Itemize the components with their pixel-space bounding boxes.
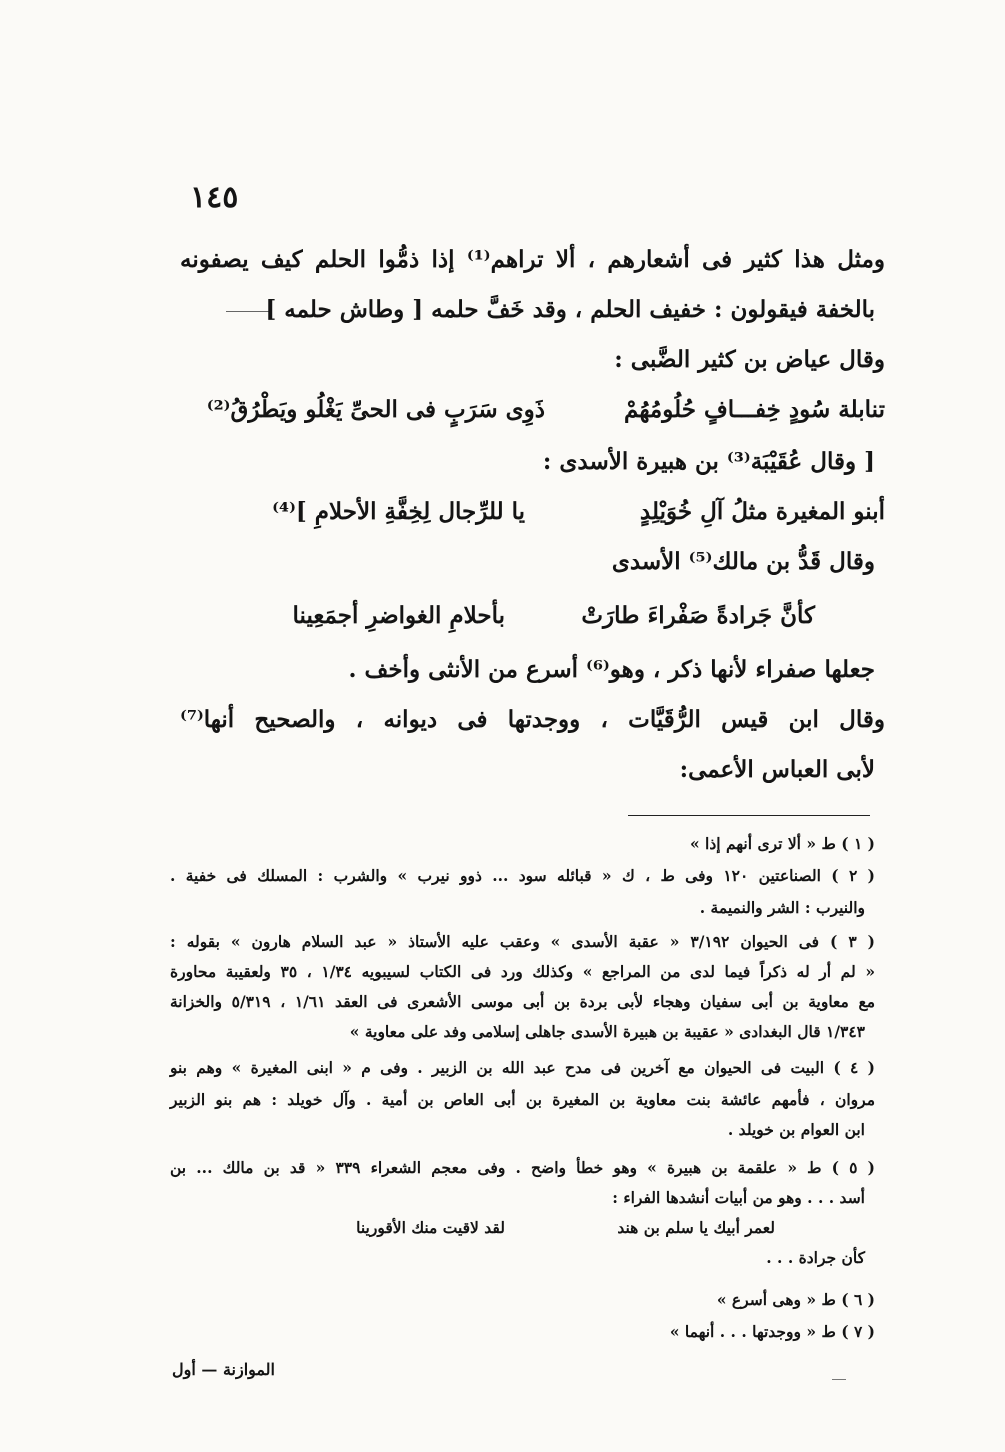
verse-hemistich-right: أبنو المغيرة مثلُ آلِ خُوَيْلِدٍ [639, 498, 885, 525]
footnote-verse-right: لعمر أبيك يا سلم بن هند [617, 1218, 775, 1237]
body-line: ومثل هذا كثير فى أشعارهم ، ألا تراهم⁽¹⁾ إذا ذمُّوا الحلم كيف يصفونه [180, 246, 885, 273]
body-line: وقال قَدُّ بن مالك⁽⁵⁾ الأسدى [611, 548, 875, 575]
footnote-separator [628, 815, 870, 816]
footnote: ( ٣ ) فى الحيوان ٣/١٩٢ « عقبة الأسدى » وعقب عليه الأستاذ « عبد السلام هارون » بقوله : [170, 932, 876, 951]
page-number: ١٤٥ [190, 180, 239, 215]
footnote: مع معاوية بن أبى سفيان وهجاء لأبى بردة بن أبى موسى الأشعرى فى العقد ١/٦١ ، ٥/٣١٩ والخزانة [170, 992, 876, 1011]
footnote: ( ٧ ) ط « ووجدتها . . . أنهما » [669, 1322, 875, 1341]
footnote: « لم أر له ذكراً فيما لدى من المراجع » وكذلك ورد فى الكتاب لسيبويه ١/٣٤ ، ٣٥ ولعقيبة محاورة [170, 962, 876, 981]
footnote: ( ٤ ) البيت فى الحيوان مع آخرين فى مدح عبد الله بن الزبير . وفى م « ابنى المغيرة » وهم بنو [170, 1058, 875, 1077]
footnote: ( ١ ) ط « ألا ترى أنهم إذا » [689, 834, 875, 853]
footnote: ( ٥ ) ط « علقمة بن هبيرة » وهو خطأ واضح . وفى معجم الشعراء ٣٣٩ « قد بن مالك ... بن [170, 1158, 875, 1177]
footnote: مروان ، فأمهم عائشة بنت معاوية بن المغيرة بن أبى العاص بن أمية . وآل خويلد : هم بنو الزبير [170, 1090, 875, 1109]
footer-mark [832, 1379, 846, 1380]
body-line: بالخفة فيقولون : خفيف الحلم ، وقد خَفَّ حلمه [ وطاش حلمه ] [265, 296, 875, 323]
verse-hemistich-left: ذَوِى سَرَبٍ فى الحىِّ يَغْلُو ويَطْرُقُ⁽²⁾ [206, 396, 545, 423]
dash-mark [226, 311, 270, 312]
verse-hemistich-left: يا للرِّجال لِخِفَّةِ الأحلامِ ]⁽⁴⁾ [272, 498, 525, 525]
footnote: ( ٢ ) الصناعتين ١٢٠ وفى ط ، ك « قبائله سود ... ذوو نيرب » والشرب : المسلك فى خفية . [170, 866, 875, 885]
footnote: ( ٦ ) ط « وهى أسرع » [716, 1290, 875, 1309]
verse-hemistich-left: بأحلامِ الغواضرِ أجمَعِينا [292, 602, 505, 629]
footnote: ١/٣٤٣ قال البغدادى « عقيبة بن هبيرة الأسدى جاهلى إسلامى وفد على معاوية » [349, 1022, 865, 1041]
footnote-verse-left: لقد لاقيت منك الأقورينا [356, 1218, 505, 1237]
footnote: والنيرب : الشر والنميمة . [699, 898, 865, 917]
body-line: جعلها صفراء لأنها ذكر ، وهو⁽⁶⁾ أسرع من الأنثى وأخف . [348, 656, 875, 683]
body-line: وقال ابن قيس الرُّقَيَّات ، ووجدتها فى ديوانه ، والصحيح أنها⁽⁷⁾ [180, 706, 885, 733]
body-line: لأبى العباس الأعمى: [679, 756, 875, 783]
footnote: كأن جرادة . . . [766, 1248, 865, 1267]
footnote: ابن العوام بن خويلد . [727, 1120, 865, 1139]
footnote: أسد . . . وهو من أبيات أنشدها الفراء : [612, 1188, 865, 1207]
body-line: [ وقال عُقَيْبَة⁽³⁾ بن هبيرة الأسدى : [542, 448, 875, 475]
running-footer: الموازنة — أول [172, 1360, 275, 1379]
verse-hemistich-right: تنابلة سُودٍ خِفـــافٍ حُلُومُهُمْ [624, 396, 885, 423]
body-line: وقال عياض بن كثير الضَّبى : [614, 346, 885, 373]
verse-hemistich-right: كأنَّ جَرادةً صَفْراءَ طارَتْ [581, 602, 815, 629]
